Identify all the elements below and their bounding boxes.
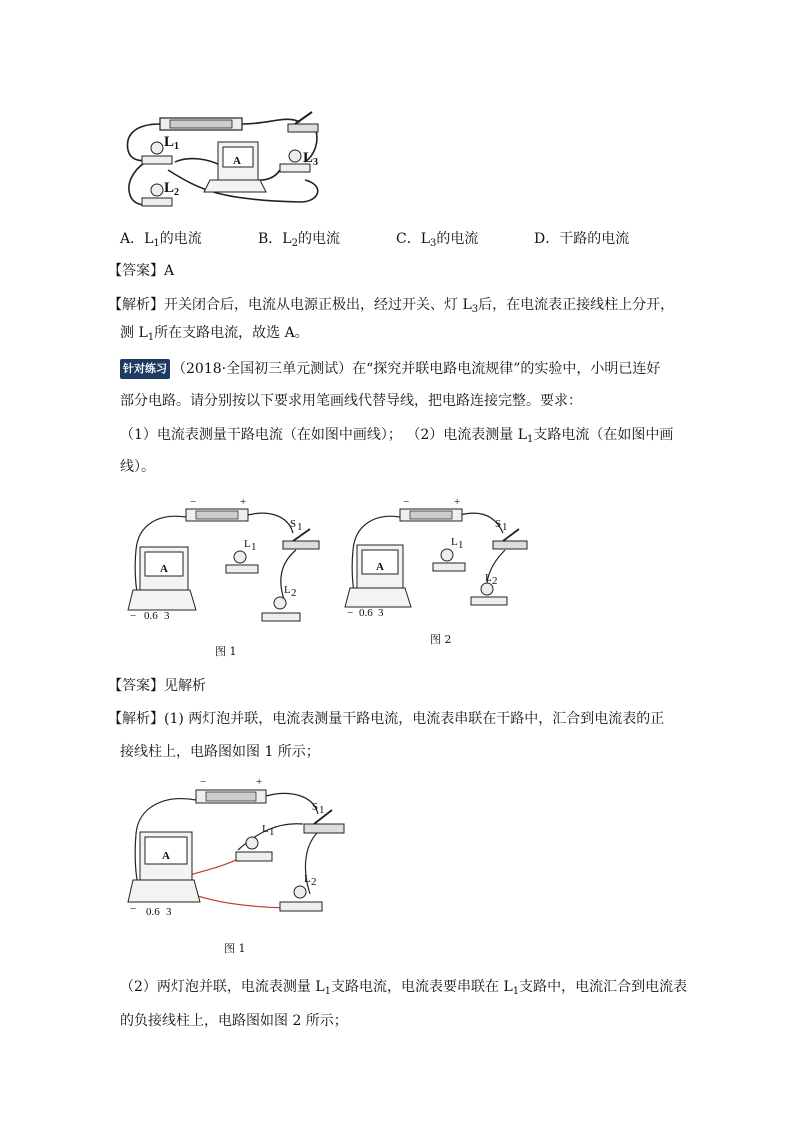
- practice-intro-line2: 部分电路。请分别按以下要求用笔画线代替导线，把电路连接完整。要求：: [120, 393, 582, 409]
- svg-text:−: −: [130, 610, 137, 622]
- svg-text:3: 3: [166, 906, 172, 918]
- svg-text:1: 1: [251, 541, 257, 553]
- practice-intro-line1: 针对练习 （2018·全国初三单元测试）在“探究并联电路电流规律”的实验中，小明已连好: [120, 359, 660, 379]
- practice-req-line1: （1）电流表测量干路电流（在如图中画线）； （2）电流表测量 $L_1$支路电流（在如图中画: [120, 427, 674, 445]
- svg-text:2: 2: [311, 876, 317, 888]
- svg-text:L1: $L_1$: [164, 134, 180, 152]
- practice-req-line2: 线）。: [120, 459, 155, 475]
- svg-text:0.6: 0.6: [144, 610, 158, 622]
- practice-figure-1: [128, 495, 328, 630]
- svg-text:L: L: [451, 536, 458, 548]
- practice-analysis2-line1: （2）两灯泡并联，电流表测量 $L_1$支路电流，电流表要串联在 $L_1$支路中，电流汇合到电流表: [120, 979, 688, 997]
- option-d: D．干路的电流: [534, 231, 630, 247]
- svg-text:L: L: [284, 584, 291, 596]
- svg-text:1: 1: [458, 539, 464, 551]
- practice-fig1-caption: 图 1: [215, 645, 237, 658]
- svg-text:3: 3: [164, 610, 170, 622]
- svg-text:S: S: [495, 518, 502, 530]
- svg-text:2: 2: [492, 575, 498, 587]
- svg-text:1: 1: [502, 521, 508, 533]
- svg-text:A: A: [160, 563, 168, 575]
- svg-text:2: 2: [291, 587, 297, 599]
- option-c: C．$L_3$的电流: [396, 231, 479, 249]
- svg-text:−: −: [200, 776, 207, 788]
- svg-text:L: L: [485, 572, 492, 584]
- practice-answer: 【答案】见解析: [108, 678, 206, 694]
- practice-figure-2: [345, 495, 535, 625]
- svg-text:L: L: [262, 823, 269, 835]
- solution-fig1-caption: 图 1: [224, 942, 246, 955]
- solution-figure-1: [128, 772, 353, 922]
- svg-text:+: +: [256, 776, 263, 788]
- answer-1: 【答案】A: [108, 263, 175, 279]
- practice-analysis1-line1: 【解析】(1) 两灯泡并联，电流表测量干路电流，电流表串联在干路中，汇合到电流表的正: [108, 711, 665, 727]
- svg-text:L2: $L_2$: [164, 180, 180, 198]
- practice-fig2-caption: 图 2: [430, 633, 452, 646]
- svg-text:L: L: [244, 538, 251, 550]
- practice-analysis1-line2: 接线柱上，电路图如图 1 所示；: [120, 744, 320, 760]
- svg-text:1: 1: [319, 804, 325, 816]
- svg-text:3: 3: [378, 607, 384, 619]
- svg-text:−: −: [190, 496, 197, 508]
- svg-text:0.6: 0.6: [359, 607, 373, 619]
- analysis-1-line1: 【解析】开关闭合后，电流从电源正极出，经过开关、灯 $L_3$后，在电流表正接线柱上分开，: [108, 297, 675, 315]
- svg-text:A: A: [233, 155, 241, 167]
- svg-text:A: A: [376, 561, 384, 573]
- option-b: B．$L_2$的电流: [258, 231, 340, 249]
- svg-text:A: A: [162, 850, 170, 862]
- svg-text:+: +: [454, 496, 461, 508]
- circuit-diagram-question: [120, 110, 340, 215]
- svg-text:1: 1: [269, 826, 275, 838]
- svg-text:−: −: [403, 496, 410, 508]
- svg-text:−: −: [130, 903, 137, 915]
- practice-analysis2-line2: 的负接线柱上，电路图如图 2 所示；: [120, 1013, 348, 1029]
- svg-text:L3: $L_3$: [303, 150, 319, 168]
- analysis-1-line2: 测 $L_1$所在支路电流，故选 A。: [120, 325, 309, 343]
- svg-text:+: +: [240, 496, 247, 508]
- svg-text:0.6: 0.6: [146, 906, 160, 918]
- option-a: A．$L_1$的电流: [120, 231, 202, 249]
- svg-text:L: L: [304, 873, 311, 885]
- svg-text:1: 1: [297, 521, 303, 533]
- svg-text:−: −: [347, 607, 354, 619]
- practice-badge: 针对练习: [120, 359, 170, 379]
- svg-text:S: S: [290, 518, 297, 530]
- svg-text:S: S: [312, 801, 319, 813]
